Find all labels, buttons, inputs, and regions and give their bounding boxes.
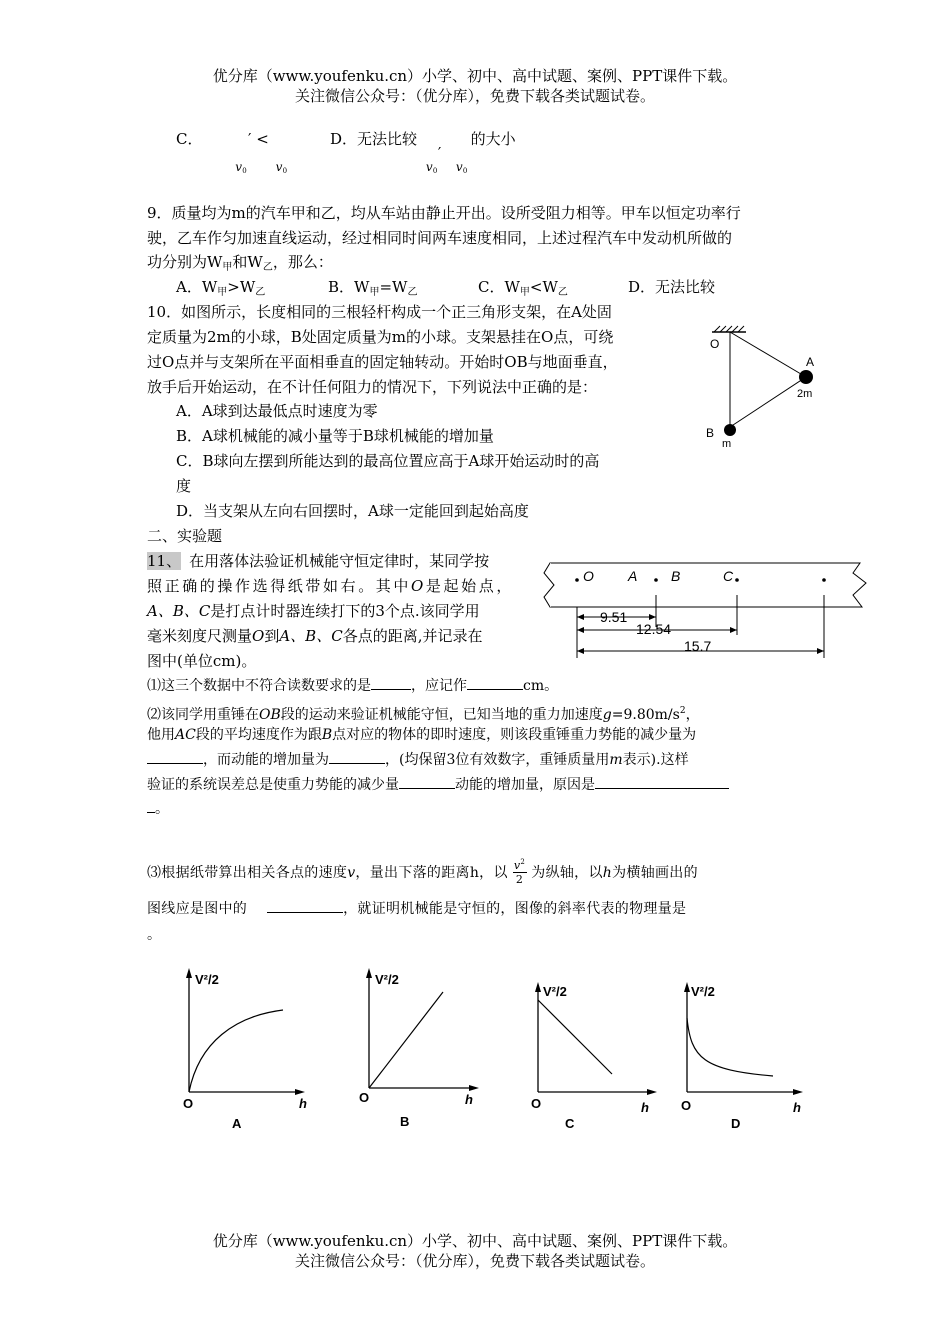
y-arrow-icon [186, 968, 192, 978]
q11-part-2-line-1 [147, 700, 700, 726]
q8-d-tail: 的大小 [470, 130, 516, 148]
q11-part-2-line-5 [147, 798, 169, 820]
q8-option-d [330, 128, 516, 175]
label-m: m [722, 438, 732, 450]
graph-B-origin: O [359, 1090, 370, 1105]
p2-l3-c: 表示).这样 [622, 752, 689, 768]
q11-l2-pre: 照正确的操作选得纸带如右。其中 [147, 577, 412, 595]
point-C [822, 578, 826, 582]
graph-B [355, 962, 495, 1134]
p2-m: m [609, 752, 623, 768]
p2-blank-compare[interactable] [399, 774, 455, 789]
p3-mid2: 为纵轴，以 [531, 865, 603, 881]
y-arrow-icon [366, 968, 372, 978]
q11-part-1 [147, 675, 558, 697]
p2-l1-end: =9.80m/s [611, 707, 680, 723]
p2-l1-mid: 段的运动来验证机械能守恒，已知当地的重力加速度 [280, 707, 603, 723]
p2-blank-reason[interactable] [595, 774, 729, 789]
q8-c-label: C． [176, 130, 203, 148]
q11-line-1 [147, 550, 489, 572]
frac-num: v [513, 859, 521, 872]
paper-tape-figure [540, 555, 875, 660]
q10-option-b: B．A球机械能的减小量等于B球机械能的增加量 [176, 427, 494, 445]
frac-num-sq: 2 [520, 858, 526, 866]
graph-A-ylabel: V²/2 [195, 972, 219, 987]
q8-d-text: D．无法比较 [330, 130, 418, 148]
graph-A-label: A [232, 1116, 242, 1131]
tape-label-C: C [723, 568, 734, 584]
x-arrow-icon [793, 1089, 803, 1095]
p2-l5: 。 [155, 801, 169, 817]
q9-option-b [328, 276, 417, 304]
tape-outline [550, 563, 866, 607]
q9-a-mid: >W [227, 278, 256, 296]
v0-prime-sub: 0 [242, 167, 247, 175]
q11-l2-O: O [411, 577, 426, 595]
p2-l1-pre: ⑵该同学用重锤在 [147, 707, 259, 723]
q9-b-mid: =W [379, 278, 408, 296]
p1-blank-2[interactable] [467, 675, 523, 690]
p3-mid: ，量出下落的距离h，以 [355, 865, 508, 881]
d-v0-v: v [455, 160, 463, 174]
q9-c-sub1: 甲 [519, 287, 530, 298]
p1-end: cm。 [523, 678, 559, 694]
p3-pre: ⑶根据纸带算出相关各点的速度 [147, 865, 348, 881]
q10-line-2: 定质量为2m的小球，B处固定质量为m的小球。支架悬挂在O点，可绕 [147, 328, 614, 346]
footer-line-1: 优分库（www.youfenku.cn）小学、初中、高中试题、案例、PPT课件下载。 [212, 1232, 738, 1250]
p2-AC: AC [175, 727, 196, 743]
p2-g: g [602, 707, 612, 723]
graph-C-label: C [565, 1116, 575, 1131]
q10-line-1: 10．如图所示，长度相同的三根轻杆构成一个正三角形支架，在A处固 [147, 303, 612, 321]
q9-b-sub2: 乙 [407, 287, 418, 298]
graph-A-xlabel: h [299, 1096, 307, 1111]
q9-line-2: 驶，乙车作匀加速直线运动，经过相同时间两车速度相同，上述过程汽车中发动机所做的 [147, 229, 733, 247]
q9-a-pre: A．W [176, 278, 218, 296]
curve-A [189, 1010, 283, 1092]
graph-C [523, 976, 663, 1136]
tape-label-A: A [628, 568, 638, 584]
p2-l2-end: 点对应的物体的即时速度，则该段重锤重力势能的减少量为 [332, 727, 697, 743]
p1-pre: ⑴这三个数据中不符合读数要求的是 [147, 678, 371, 694]
p3-l2-b: ，就证明机械能是守恒的，图像的斜率代表的物理量是 [343, 901, 687, 917]
curve-D [687, 1018, 773, 1076]
p1-mid: ，应记作 [411, 678, 467, 694]
point-O [575, 578, 579, 582]
p2-l4-a: 验证的系统误差总是使重力势能的减少量 [147, 777, 399, 793]
p2-l2-mid: 段的平均速度作为跟 [195, 727, 322, 743]
q11-l4-abc: A、B、C [279, 627, 343, 645]
graph-D-label: D [731, 1116, 741, 1131]
q11-line-4 [147, 625, 482, 647]
q10-option-c-cont: 度 [176, 477, 192, 495]
q11-part-3-line-1 [147, 858, 698, 888]
x-arrow-icon [469, 1085, 479, 1091]
label-O: O [710, 337, 720, 351]
q11-part-2-line-3 [147, 749, 689, 771]
v0-v: v [275, 160, 283, 174]
q11-line-5: 图中(单位cm)。 [147, 652, 257, 670]
graph-A-origin: O [183, 1096, 194, 1111]
ball-A [799, 370, 813, 384]
q11-l1-text: 在用落体法验证机械能守恒定律时，某同学按 [189, 552, 490, 570]
v0-sub: 0 [282, 167, 288, 175]
q9-line-3 [147, 251, 333, 279]
q10-option-a: A．A球到达最低点时速度为零 [176, 402, 378, 420]
frac-den: 2 [515, 873, 524, 886]
p2-l2-pre: 他用 [147, 727, 175, 743]
sub-jia: 甲 [222, 262, 233, 273]
label-2m: 2m [797, 388, 813, 400]
header-line-2: 关注微信公众号：（优分库），免费下载各类试题试卷。 [294, 87, 655, 105]
p2-sq: 2 [679, 706, 686, 716]
q11-l4-O: O [252, 627, 265, 645]
p3-end: 为横轴画出的 [612, 865, 698, 881]
less-than: < [256, 130, 269, 148]
graph-D-xlabel: h [793, 1100, 801, 1115]
q11-l3-end: 是打点计时器连续打下的3个点.该同学用 [210, 602, 480, 620]
graph-C-ylabel: V²/2 [543, 984, 567, 999]
fraction-v2-over-2 [513, 856, 527, 886]
ball-B [724, 424, 736, 436]
d-prime: ′ [437, 144, 442, 162]
p2-l3-b: ，(均保留3位有效数字，重锤质量用 [385, 752, 610, 768]
graph-D-ylabel: V²/2 [691, 984, 715, 999]
graph-C-xlabel: h [641, 1100, 649, 1115]
rod-AB [730, 377, 806, 427]
section-2-title: 二、实验题 [147, 527, 223, 545]
graph-D-origin: O [681, 1098, 692, 1113]
graph-B-ylabel: V²/2 [375, 972, 399, 987]
q9-c-pre: C．W [478, 278, 520, 296]
q9-c-mid: <W [529, 278, 558, 296]
q11-l2-end: 是起始点， [425, 577, 514, 595]
p2-blank-pe[interactable] [147, 749, 203, 764]
q11-part-3-line-2 [147, 898, 686, 920]
y-arrow-icon [535, 982, 541, 992]
q9-b-pre: B．W [328, 278, 370, 296]
p2-l4-b: 动能的增加量，原因是 [455, 777, 595, 793]
label-A: A [806, 355, 815, 369]
q8-option-c [176, 128, 294, 175]
triangle-support-figure [700, 322, 860, 452]
q10-option-d: D．当支架从左向右回摆时，A球一定能回到起始高度 [176, 502, 529, 520]
q9-option-d: D．无法比较 [628, 278, 716, 296]
dim-label-15-7: 15.7 [684, 638, 712, 654]
q11-l3-abc: A、B、C [147, 602, 211, 620]
graph-B-label: B [400, 1114, 410, 1129]
p2-l1-tail: ， [685, 707, 700, 723]
prime-mark: ′ [248, 130, 252, 148]
p2-blank-ke[interactable] [329, 749, 385, 764]
d-v0p-sub: 0 [432, 167, 438, 175]
q11-line-3 [147, 600, 480, 622]
q11-line-2 [147, 575, 514, 597]
graph-C-origin: O [531, 1096, 542, 1111]
tape-label-B: B [671, 568, 681, 584]
q11-part-2-line-2 [147, 724, 696, 746]
p3-v: v [347, 865, 356, 881]
q11-l4-end: 各点的距离,并记录在 [342, 627, 483, 645]
y-arrow-icon [684, 982, 690, 992]
graph-A [175, 962, 315, 1134]
footer-line-2: 关注微信公众号：（优分库），免费下载各类试题试卷。 [294, 1252, 655, 1270]
q9-l3-pre: 功分别为W [147, 253, 223, 271]
q11-part-3-line-3: 。 [147, 927, 161, 943]
q10-line-4: 放手后开始运动，在不计任何阻力的情况下，下列说法中正确的是： [147, 378, 598, 396]
p1-blank-1[interactable] [371, 675, 411, 690]
q10-option-c: C．B球向左摆到所能达到的最高位置应高于A球开始运动时的高 [176, 452, 600, 470]
q9-line-1: 9．质量均为m的汽车甲和乙，均从车站由静止开出。设所受阻力相等。甲车以恒定功率行 [147, 204, 741, 222]
p2-B: B [321, 727, 333, 743]
q9-option-c [478, 276, 568, 304]
tape-label-O: O [583, 568, 594, 584]
graph-B-xlabel: h [465, 1092, 473, 1107]
p2-blank-reason-cont[interactable] [147, 798, 155, 813]
q9-c-sub2: 乙 [557, 287, 568, 298]
q11-l4-mid: 到 [264, 627, 280, 645]
q10-line-3: 过O点并与支架所在平面相垂直的固定轴转动。开始时OB与地面垂直， [147, 353, 618, 371]
p3-l2-a: 图线应是图中的 [147, 901, 248, 917]
p2-l3-a: ，而动能的增加量为 [203, 752, 329, 768]
line-C [538, 1000, 612, 1074]
p3-h: h [602, 865, 613, 881]
dim-label-9-51: 9.51 [600, 609, 628, 625]
q9-l3-end: ，那么： [272, 253, 333, 271]
q9-l3-mid: 和W [232, 253, 263, 271]
q11-number: 11、 [147, 552, 182, 570]
q11-l4-pre: 毫米刻度尺测量 [147, 627, 253, 645]
header-line-1: 优分库（www.youfenku.cn）小学、初中、高中试题、案例、PPT课件下载。 [212, 67, 738, 85]
point-A [654, 578, 658, 582]
p2-OB: OB [259, 707, 281, 723]
q9-a-sub1: 甲 [217, 287, 228, 298]
graph-D [673, 976, 813, 1136]
d-v0-sub: 0 [462, 167, 468, 175]
sub-yi: 乙 [262, 262, 273, 273]
p3-blank-graph[interactable] [267, 898, 343, 913]
q9-b-sub1: 甲 [369, 287, 380, 298]
d-v0p-v: v [425, 160, 433, 174]
label-B: B [706, 426, 715, 440]
x-arrow-icon [295, 1089, 305, 1095]
q11-part-2-line-4 [147, 774, 729, 796]
line-B [369, 992, 443, 1088]
rod-OA [730, 332, 806, 377]
q9-a-sub2: 乙 [255, 287, 266, 298]
v0-prime-v: v [235, 160, 243, 174]
q9-option-a [176, 276, 265, 304]
ceiling-hatch [712, 326, 746, 332]
dim-label-12-54: 12.54 [636, 621, 672, 637]
point-B [735, 578, 739, 582]
x-arrow-icon [647, 1089, 657, 1095]
